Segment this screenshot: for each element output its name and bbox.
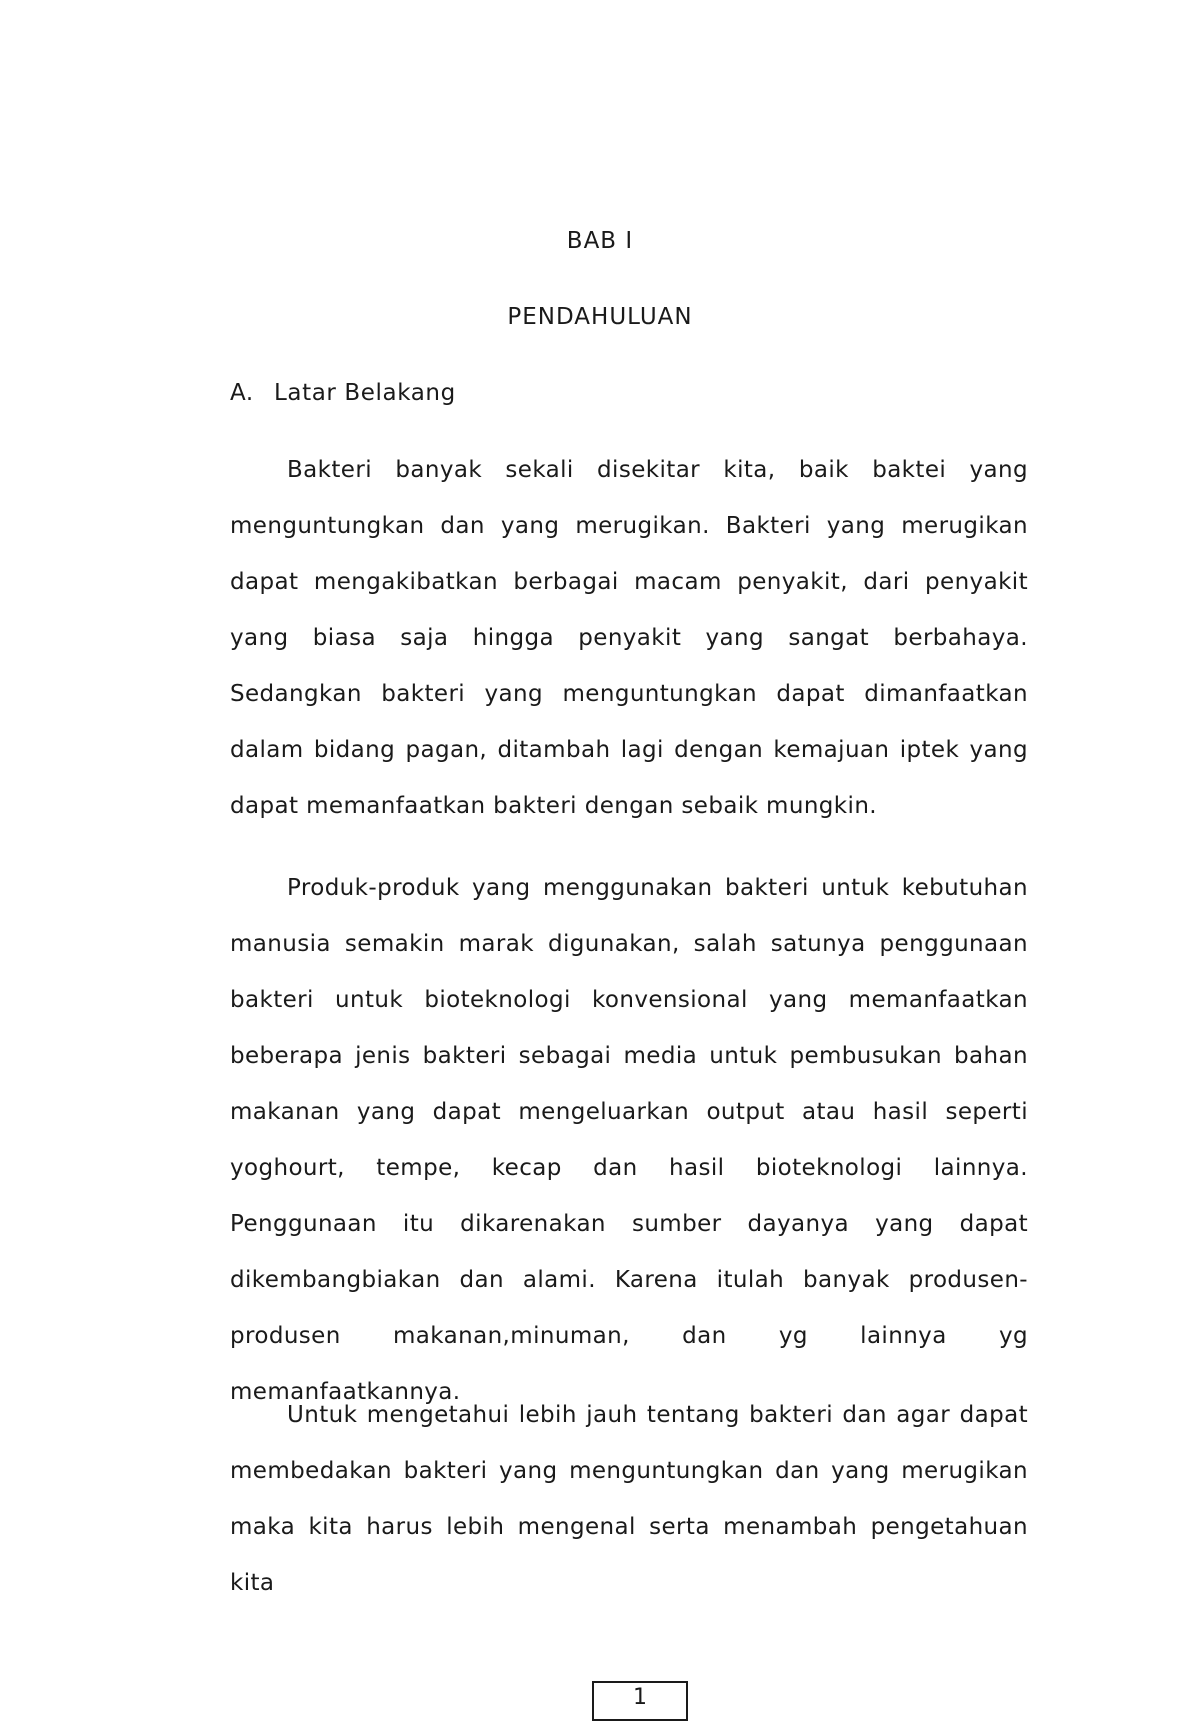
paragraph-2: Produk-produk yang menggunakan bakteri untuk kebutuhan manusia semakin marak digunakan, salah satunya penggunaan bakteri untuk bioteknologi konvensional yang memanfaatkan beberapa jenis bakteri sebagai media untuk pembusukan bahan makanan yang dapat mengeluarkan output atau hasil seperti yoghourt, tempe, kecap dan hasil bioteknologi lainnya. Penggunaan itu dikarenakan sumber dayanya yang dapat dikembangbiakan dan alami. Karena itulah banyak produsen-produsen makanan,minuman, dan yg lainnya yg memanfaatkannya.: [230, 875, 1028, 1405]
paragraph-1: Bakteri banyak sekali disekitar kita, baik baktei yang menguntungkan dan yang merugikan. Bakteri yang merugikan dapat mengakibatkan berbagai macam penyakit, dari penyakit yang biasa saja hingga penyakit yang sangat berbahaya. Sedangkan bakteri yang menguntungkan dapat dimanfaatkan dalam bidang pagan, ditambah lagi dengan kemajuan iptek yang dapat memanfaatkan bakteri dengan sebaik mungkin.: [230, 457, 1028, 819]
section-heading: [230, 380, 456, 406]
paragraph-3: Untuk mengetahui lebih jauh tentang bakteri dan agar dapat membedakan bakteri yang menguntungkan dan yang merugikan maka kita harus lebih mengenal serta menambah pengetahuan kita: [230, 1402, 1028, 1596]
chapter-title: PENDAHULUAN: [507, 304, 693, 330]
chapter-heading: BAB I: [566, 228, 634, 254]
page-number: 1: [592, 1681, 688, 1721]
section-number: A.: [230, 380, 254, 406]
section-title: Latar Belakang: [274, 380, 456, 406]
